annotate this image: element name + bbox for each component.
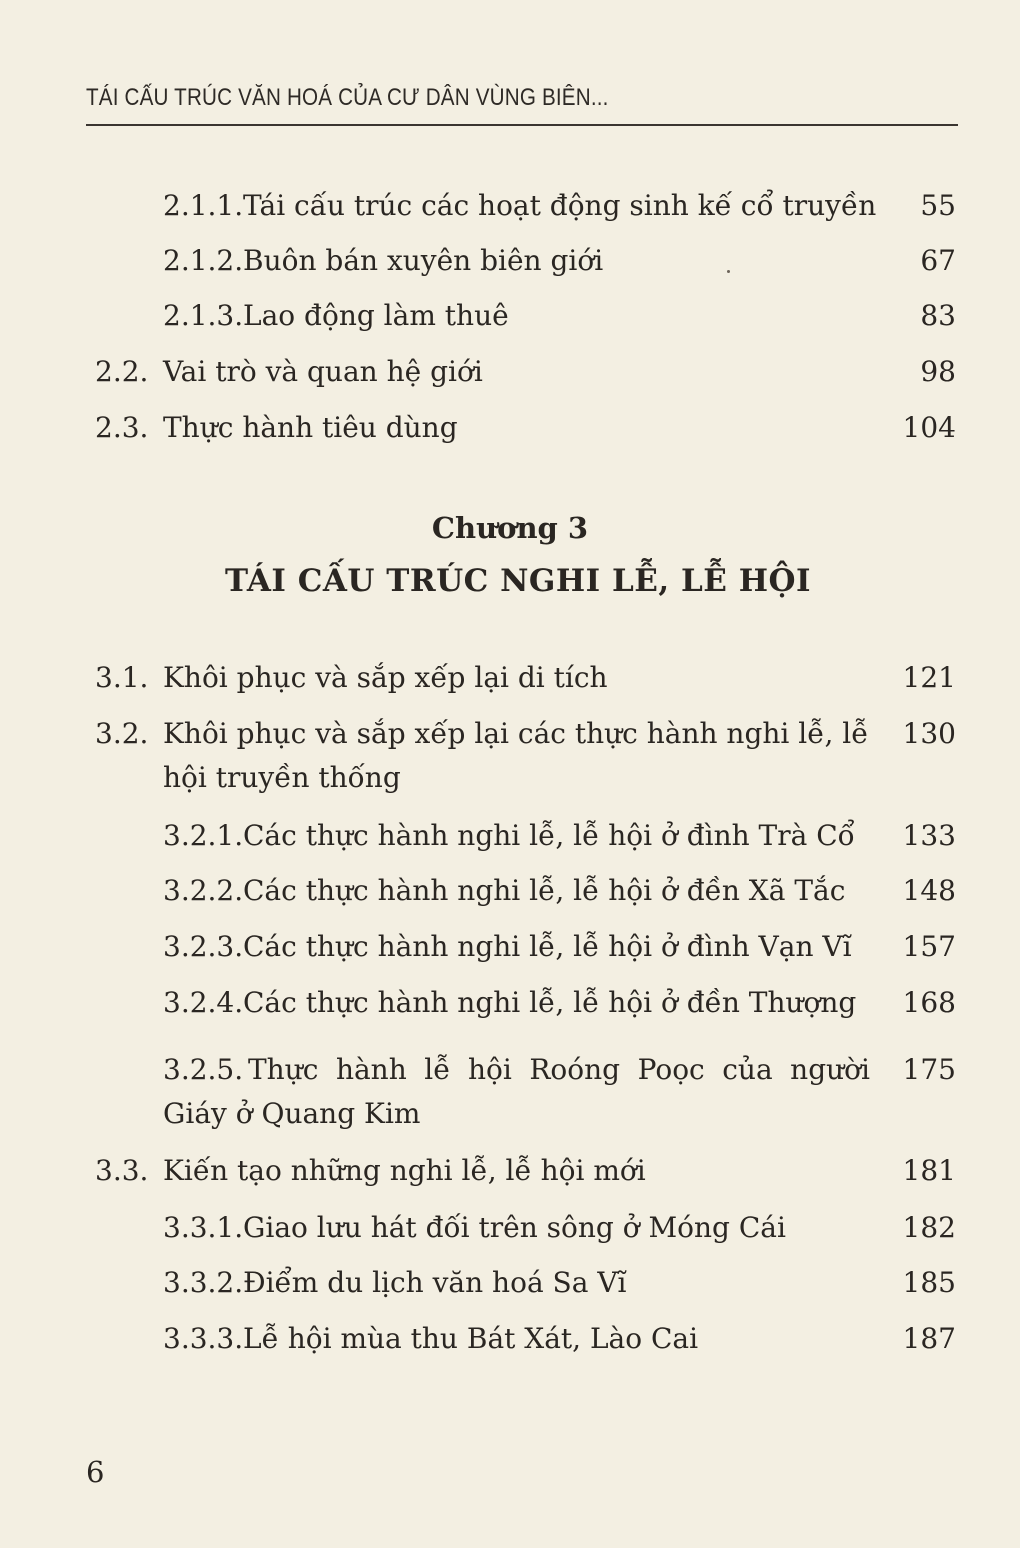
toc-entry-page: 148 (902, 874, 956, 907)
toc-entry-page: 168 (902, 986, 956, 1019)
toc-entry-page: 55 (920, 189, 956, 222)
toc-entry-page: 157 (902, 930, 956, 963)
chapter-title: TÁI CẤU TRÚC NGHI LỄ, LỄ HỘI (224, 563, 812, 599)
toc-entry-number: 3.2.1. (163, 819, 244, 852)
toc-entry-title: Lễ hội mùa thu Bát Xát, Lào Cai (243, 1322, 699, 1355)
toc-entry-number: 3.2. (95, 717, 149, 750)
toc-entry-3-2-5 (0, 1052, 1020, 1132)
toc-entry-title: Các thực hành nghi lễ, lễ hội ở đền Xã Tắc (243, 874, 846, 907)
toc-entry-title: Điểm du lịch văn hoá Sa Vĩ (243, 1266, 627, 1299)
toc-entry-page: 175 (902, 1053, 956, 1086)
toc-entry-page: 130 (902, 717, 956, 750)
toc-entry-title: Các thực hành nghi lễ, lễ hội ở đình Vạn Vĩ (243, 930, 852, 963)
toc-entry-number: 3.3.3. (163, 1322, 244, 1355)
toc-entry-title: Buôn bán xuyên biên giới (243, 244, 604, 277)
toc-entry-title: Giao lưu hát đối trên sông ở Móng Cái (243, 1211, 786, 1244)
toc-entry-page: 104 (902, 411, 956, 444)
toc-entry-title-continuation: Giáy ở Quang Kim (163, 1097, 421, 1130)
header-rule (86, 124, 958, 126)
toc-entry-title: Kiến tạo những nghi lễ, lễ hội mới (163, 1154, 646, 1187)
toc-entry-page: 181 (902, 1154, 956, 1187)
toc-entry-number: 2.1.2. (163, 244, 244, 277)
toc-entry-title: Vai trò và quan hệ giới (163, 355, 483, 388)
toc-entry-number: 2.3. (95, 411, 149, 444)
toc-entry-3-2 (0, 716, 1020, 796)
toc-entry-page: 83 (920, 299, 956, 332)
toc-entry-number: 3.2.3. (163, 930, 244, 963)
toc-entry-number: 3.2.4. (163, 986, 244, 1019)
toc-entry-title: Tái cấu trúc các hoạt động sinh kế cổ truyền (243, 189, 877, 222)
toc-entry-page: 98 (920, 355, 956, 388)
toc-entry-title: Khôi phục và sắp xếp lại di tích (163, 661, 608, 694)
toc-entry-title: Thực hành tiêu dùng (163, 411, 458, 444)
toc-entry-number: 2.1.1. (163, 189, 244, 222)
toc-entry-number: 2.2. (95, 355, 149, 388)
toc-entry-number: 3.2.2. (163, 874, 244, 907)
print-speck (727, 270, 730, 273)
toc-entry-title: Khôi phục và sắp xếp lại các thực hành nghi lễ, lễ (163, 717, 869, 750)
toc-entry-title: Các thực hành nghi lễ, lễ hội ở đền Thượng (243, 986, 857, 1019)
toc-entry-number: 3.1. (95, 661, 149, 694)
toc-entry-title: Lao động làm thuê (243, 299, 509, 332)
toc-entry-page: 185 (902, 1266, 956, 1299)
toc-entry-number: 2.1.3. (163, 299, 244, 332)
toc-entry-number: 3.3. (95, 1154, 149, 1187)
toc-entry-page: 182 (902, 1211, 956, 1244)
toc-entry-number: 3.3.2. (163, 1266, 244, 1299)
toc-entry-title-continuation: hội truyền thống (163, 761, 401, 794)
toc-entry-page: 133 (902, 819, 956, 852)
toc-entry-page: 67 (920, 244, 956, 277)
toc-entry-page: 187 (902, 1322, 956, 1355)
toc-entry-title: Các thực hành nghi lễ, lễ hội ở đình Trà Cổ (243, 819, 855, 852)
toc-entry-number: 3.2.5. (163, 1053, 244, 1086)
toc-entry-number: 3.3.1. (163, 1211, 244, 1244)
page-number: 6 (86, 1455, 105, 1489)
toc-entry-page: 121 (902, 661, 956, 694)
toc-entry-title: Thực hành lễ hội Roóng Poọc của người (248, 1053, 870, 1086)
chapter-label: Chương 3 (431, 511, 589, 545)
running-header: TÁI CẤU TRÚC VĂN HOÁ CỦA CƯ DÂN VÙNG BIÊN... (86, 84, 609, 111)
